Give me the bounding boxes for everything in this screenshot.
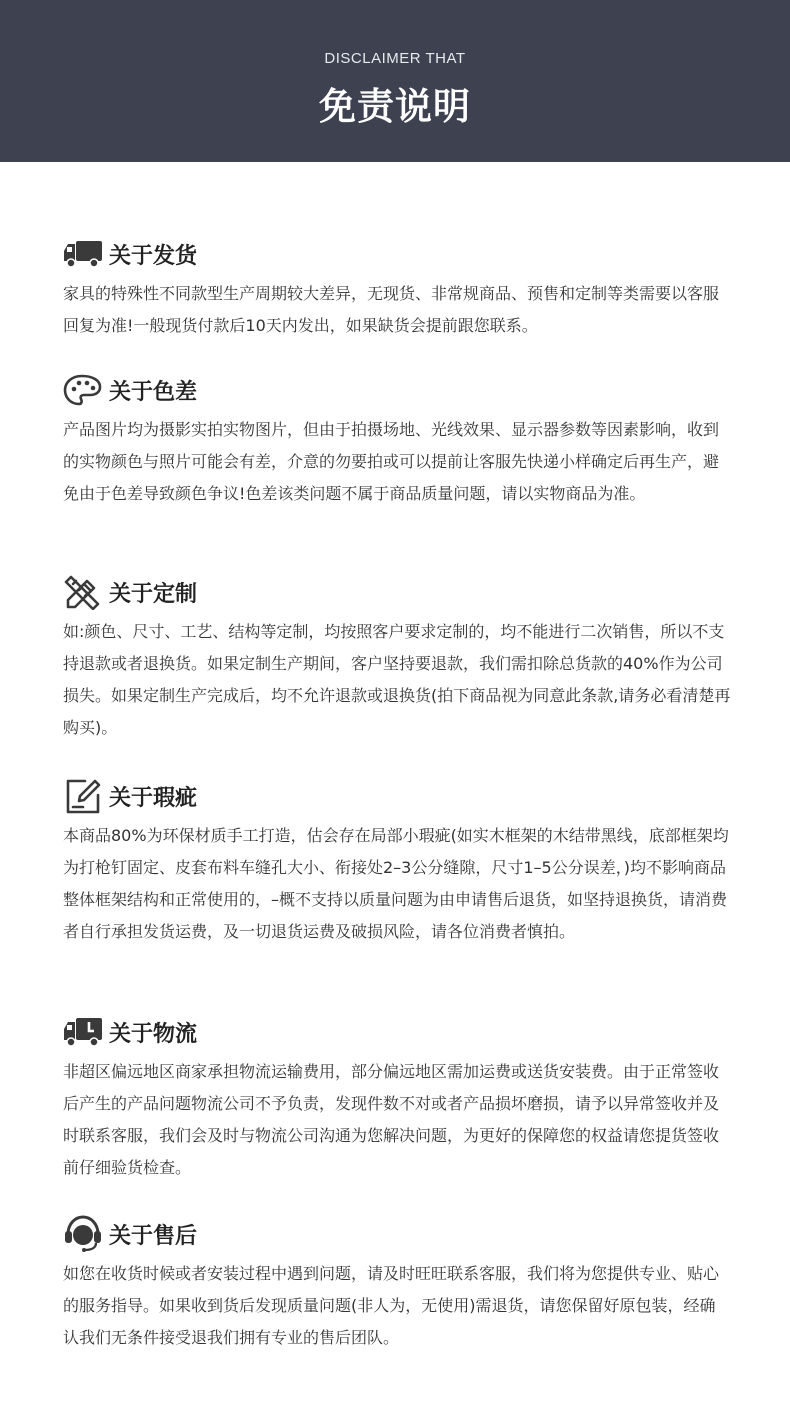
section-title: 关于瑕疵 [109, 785, 198, 811]
section-text: 如您在收货时候或者安装过程中遇到问题，请及时旺旺联系客服，我们将为您提供专业、贴心的服务指导。如果收到货后发现质量问题(非人为，无使用)需退货，请您保留好原包装，经确认我们无条件接受退我们拥有专业的售后团队。 [63, 1264, 720, 1347]
section-header [63, 1214, 733, 1254]
section-text: 家具的特殊性不同款型生产周期较大差异，无现货、非常规商品、预售和定制等类需要以客服回复为准!一般现货付款后10天内发出，如果缺货会提前跟您联系。 [63, 284, 720, 335]
delivery-truck-icon [63, 1014, 103, 1050]
ruler-pencil-icon [63, 574, 103, 610]
section-header [63, 1012, 733, 1052]
section-header [63, 370, 733, 410]
palette-icon [63, 372, 103, 408]
section-title: 关于发货 [109, 243, 198, 269]
section-text: 本商品80%为环保材质手工打造，估会存在局部小瑕疵(如实木框架的木结带黑线，底部框架均为打枪钉固定、皮套布料车缝孔大小、衔接处2–3公分缝隙，尺寸1–5公分误差，)均不影响商品整体框架结构和正常使用的，–概不支持以质量问题为由申请售后退货，如坚持退换货，请消费者自行承担发货运费，及一切退货运费及破损风险，请各位消费者慎拍。 [63, 826, 729, 941]
section-text: 如:颜色、尺寸、工艺、结构等定制，均按照客户要求定制的，均不能进行二次销售，所以不支持退款或者退换货。如果定制生产期间，客户坚持要退款，我们需扣除总货款的40%作为公司损失。如果定制生产完成后，均不允许退款或退换货(拍下商品视为同意此条款,请务必看清楚再购买)。 [63, 622, 731, 737]
section-after-sales [63, 1214, 733, 1354]
header-banner [0, 0, 790, 162]
header-subtitle: DISCLAIMER THAT [324, 50, 466, 67]
section-title: 关于售后 [109, 1223, 198, 1249]
truck-icon [63, 236, 103, 272]
section-title: 关于定制 [109, 581, 198, 607]
edit-note-icon [63, 778, 103, 814]
section-color-difference [63, 370, 733, 510]
section-defects [63, 776, 733, 948]
section-header [63, 572, 733, 612]
section-text: 产品图片均为摄影实拍实物图片，但由于拍摄场地、光线效果、显示器参数等因素影响，收到的实物颜色与照片可能会有差，介意的勿要拍或可以提前让客服先快递小样确定后再生产，避免由于色差导致颜色争议!色差该类问题不属于商品质量问题，请以实物商品为准。 [63, 420, 720, 503]
section-header [63, 234, 733, 274]
section-title: 关于物流 [109, 1021, 198, 1047]
headset-icon [63, 1216, 103, 1252]
section-text: 非超区偏远地区商家承担物流运输费用，部分偏远地区需加运费或送货安装费。由于正常签收后产生的产品问题物流公司不予负责，发现件数不对或者产品损坏磨损，请予以异常签收并及时联系客服，我们会及时与物流公司沟通为您解决问题，为更好的保障您的权益请您提货签收前仔细验货检查。 [63, 1062, 720, 1177]
section-shipping [63, 234, 733, 342]
section-header [63, 776, 733, 816]
header-title: 免责说明 [319, 85, 471, 128]
section-customization [63, 572, 733, 744]
section-logistics [63, 1012, 733, 1184]
section-title: 关于色差 [109, 379, 198, 405]
